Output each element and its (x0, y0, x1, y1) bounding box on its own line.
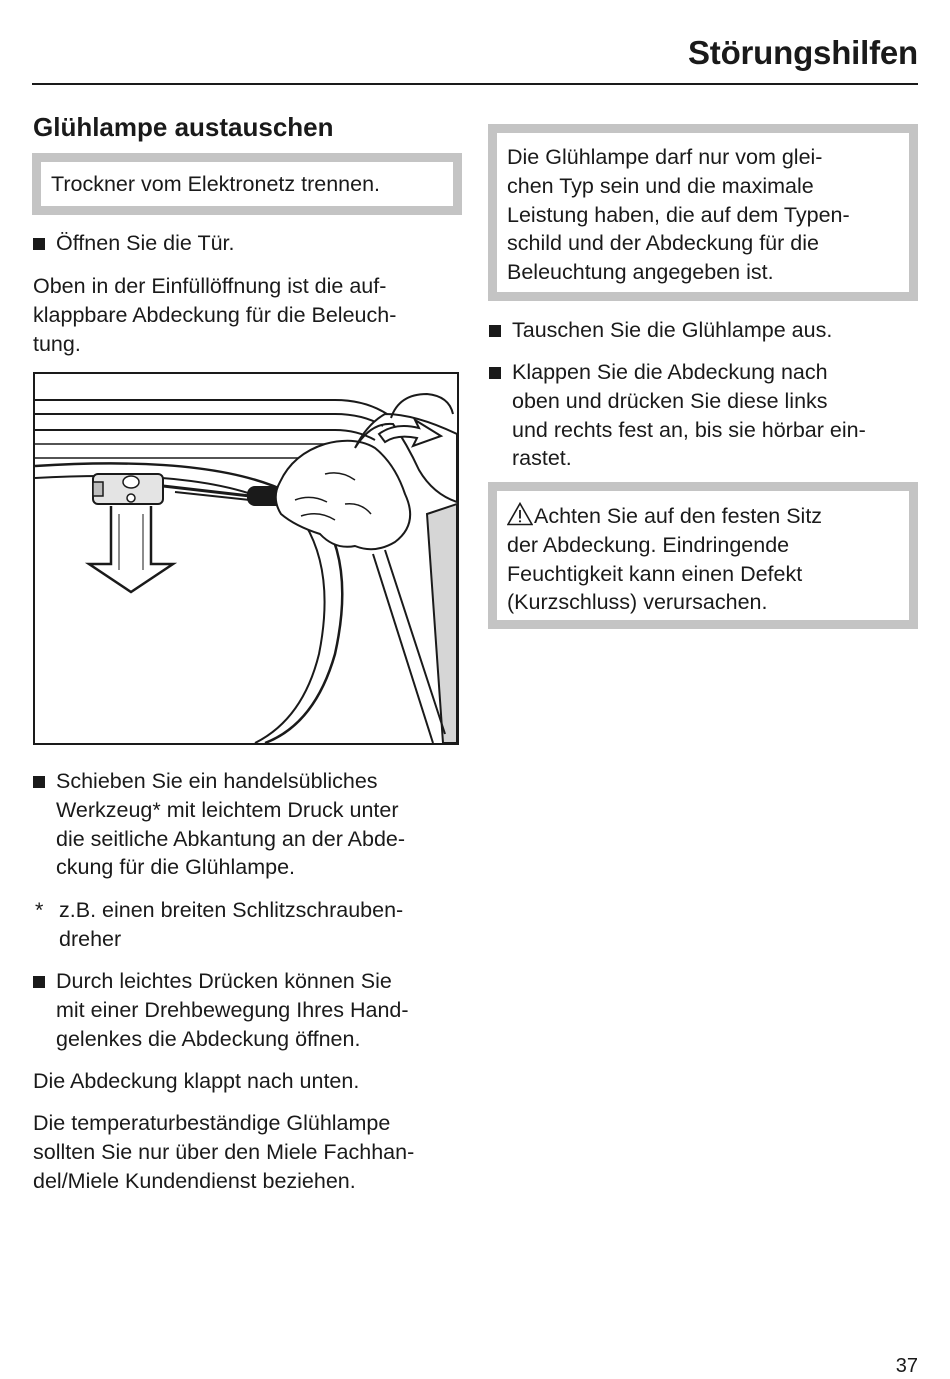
warning-triangle-icon (507, 502, 533, 526)
bullet-square-icon (33, 238, 45, 250)
step-replace-lamp: Tauschen Sie die Glühlampe aus. (489, 316, 919, 345)
illustration-opening-lamp-cover (33, 372, 459, 745)
paragraph-cover-flips-down: Die Abdeckung klappt nach unten. (33, 1069, 360, 1093)
step-insert-tool: Schieben Sie ein handelsübliches Werkzeug* mit leichtem Druck unter die seitliche Abkantung an der Abde- ckung für die Glühlampe. (33, 767, 463, 882)
step-open-cover: Durch leichtes Drücken können Sie mit einer Drehbewegung Ihres Hand- gelenkes die Abdeckung öffnen. (33, 967, 463, 1053)
header-rule (32, 83, 918, 85)
warning-box (32, 153, 462, 215)
paragraph-cover-location: Oben in der Einfüllöffnung ist die auf- klappbare Abdeckung für die Beleuch- tung. (33, 274, 397, 356)
info-box-lamp-type: Die Glühlampe darf nur vom glei- chen Typ sein und die maximale Leistung haben, die auf dem Typen- schild und der Abdeckung für die Beleuchtung angegeben ist. (488, 124, 918, 301)
step-open-door: Öffnen Sie die Tür. (33, 229, 463, 258)
page-number: 37 (895, 1355, 918, 1377)
warning-box-text: Trockner vom Elektronetz trennen. (51, 172, 381, 196)
bullet-square-icon (489, 325, 501, 337)
section-title: Glühlampe austauschen (33, 112, 334, 142)
page-header-title: Störungshilfen (687, 34, 918, 71)
footnote-marker: * (35, 898, 44, 922)
illustration-svg (35, 374, 457, 743)
bullet-square-icon (33, 976, 45, 988)
caution-box: Achten Sie auf den festen Sitz der Abdeckung. Eindringende Feuchtigkeit kann einen Defekt (Kurzschluss) verursachen. (488, 482, 918, 629)
footnote: * z.B. einen breiten Schlitzschrauben- dreher (33, 896, 463, 954)
paragraph-lamp-source: Die temperaturbeständige Glühlampe sollten Sie nur über den Miele Fachhan- del/Miele Kundendienst beziehen. (33, 1111, 415, 1193)
bullet-square-icon (489, 367, 501, 379)
step-close-cover: Klappen Sie die Abdeckung nach oben und drücken Sie diese links und rechts fest an, bis sie hörbar ein- rastet. (489, 358, 919, 473)
bullet-square-icon (33, 776, 45, 788)
